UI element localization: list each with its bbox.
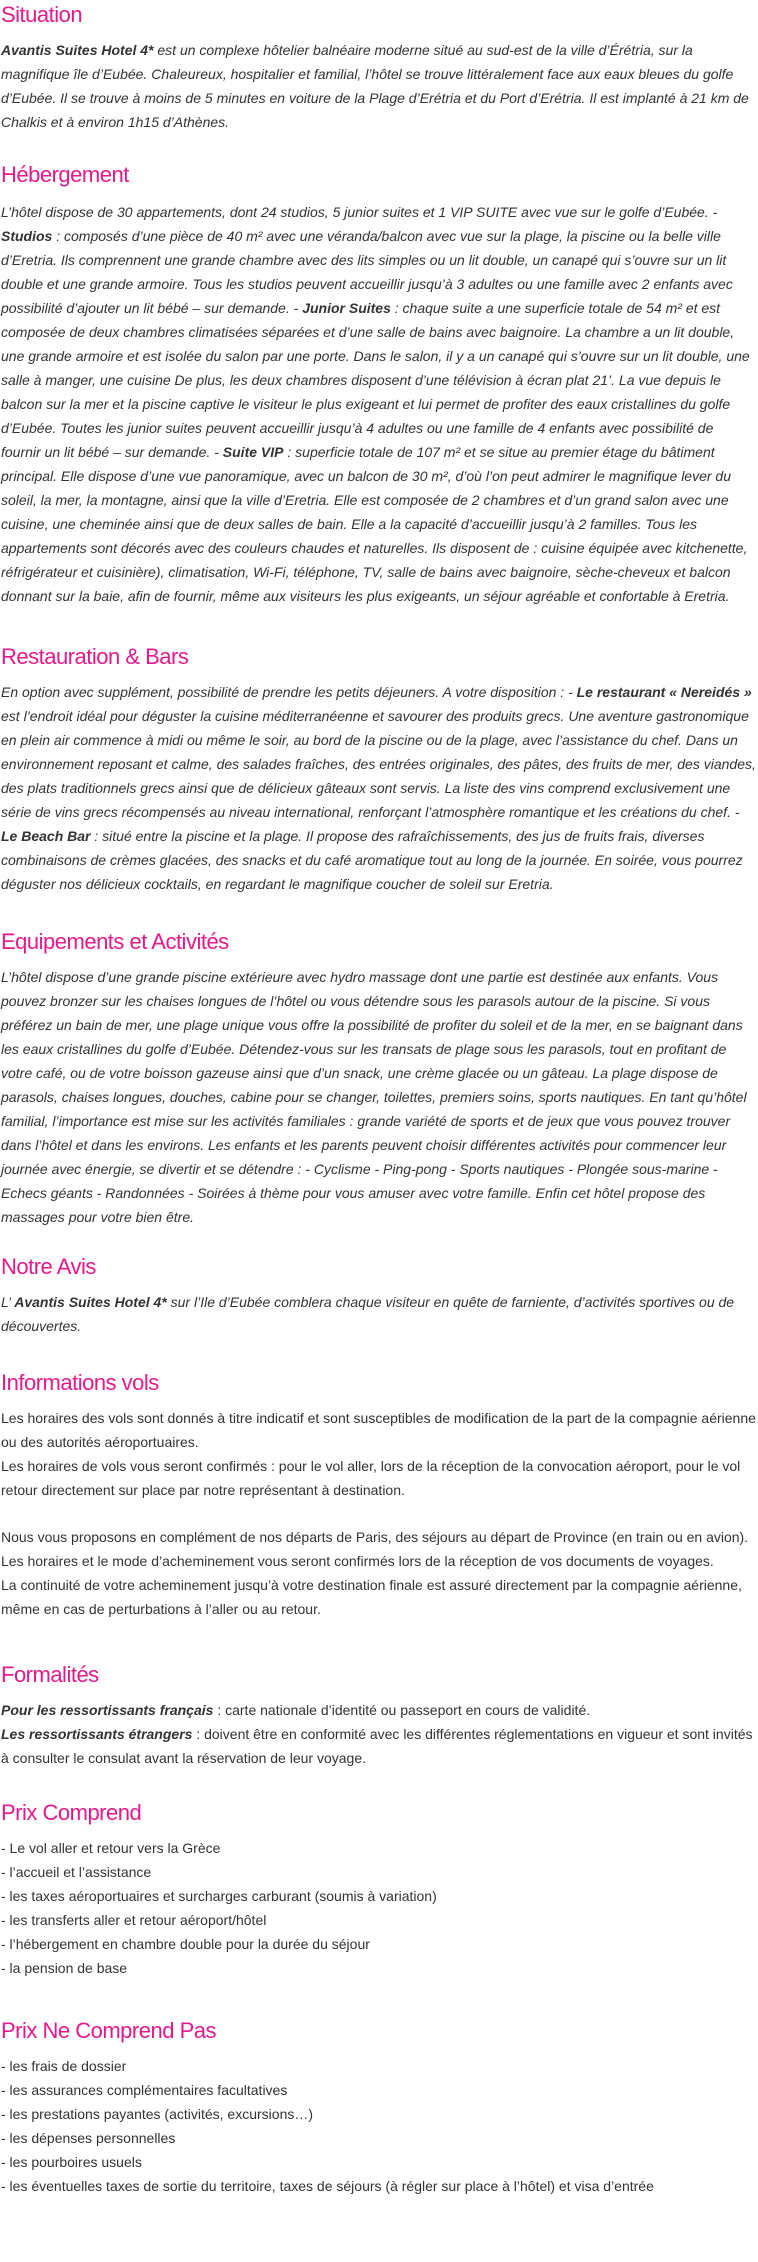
vols-paragraph: Les horaires et le mode d’acheminement vous seront confirmés lors de la réception de vos documents de voyages. — [1, 1553, 714, 1569]
formalites-heading: Formalités — [1, 1662, 99, 1687]
list-item: - les taxes aéroportuaires et surcharges carburant (soumis à variation) — [1, 1888, 437, 1904]
restauration-text: En option avec supplément, possibilité de prendre les petits déjeuners. A votre disposition : - Le restaurant « Nereidés » est l’endroit idéal pour déguster la cuisine méditerranéenne et savourer des produits grecs. Une aventure gastronomique en plein air commence à midi ou même le soir, au bord de la piscine ou de la plage, avec l’assistance du chef. Dans un environnement reposant et calme, des salades fraîches, des entrées originales, des pâtes, des fruits de mer, des viandes, des plats traditionnels grecs ainsi que de délicieux gâteaux sont servis. La liste des vins comprend exclusivement une série de vins grecs récompensés au niveau international, renforçant l’atmosphère romantique et les créations du chef. - Le Beach Bar : situé entre la piscine et la plage. Il propose des rafraîchissements, des jus de fruits frais, diverses combinaisons de crèmes glacées, des snacks et du café aromatique tout au long de la journée. En soirée, vous pourrez déguster nos délicieux cocktails, en regardant le magnifique coucher de soleil sur Eretria. — [1, 684, 756, 892]
list-item: - les pourboires usuels — [1, 2154, 142, 2170]
restauration-heading: Restauration & Bars — [1, 644, 189, 669]
hebergement-heading: Hébergement — [1, 162, 129, 187]
vols-section — [1, 1368, 756, 1660]
list-item: - Le vol aller et retour vers la Grèce — [1, 1840, 221, 1856]
formalites-section — [1, 1660, 756, 1798]
vols-paragraph: La continuité de votre acheminement jusqu’à votre destination finale est assuré directement par la compagnie aérienne, même en cas de perturbations à l’aller ou au retour. — [1, 1577, 742, 1617]
equipements-text: L’hôtel dispose d’une grande piscine extérieure avec hydro massage dont une partie est destinée aux enfants. Vous pouvez bronzer sur les chaises longues de l’hôtel ou vous détendre sous les parasols autour de la piscine. Si vous préférez un bain de mer, une plage unique vous offre la possibilité de profiter du soleil et de la mer, en se baignant dans les eaux cristallines du golfe d’Eubée. Détendez-vous sur les transats de plage sous les parasols, tout en profitant de votre café, ou de votre boisson gazeuse ainsi que d’un snack, une crème glacée ou un gâteau. La plage dispose de parasols, chaises longues, douches, cabine pour se changer, toilettes, premiers soins, sports nautiques. En tant qu’hôtel familial, l’importance est mise sur les activités familiales : grande variété de sports et de jeux que vous pouvez trouver dans l’hôtel et dans les environs. Les enfants et les parents peuvent choisir différentes activités pour commencer leur journée avec énergie, se divertir et se détendre : - Cyclisme - Ping-pong - Sports nautiques - Plongée sous-marine - Echecs géants - Randonnées - Soirées à thème pour vous amuser avec votre famille. Enfin cet hôtel propose des massages pour votre bien être. — [1, 969, 747, 1225]
formalites-text — [1, 1698, 756, 1770]
foreign-label: Les ressortissants étrangers — [1, 1726, 193, 1742]
equipements-section — [1, 927, 756, 1252]
studios-label: Studios — [1, 228, 53, 244]
vols-paragraph: Les horaires de vols vous seront confirmés : pour le vol aller, lors de la réception de la convocation aéroport, pour le vol retour directement sur place par notre représentant à destination. — [1, 1458, 741, 1498]
avis-text: L’ Avantis Suites Hotel 4* sur l’Ile d’Eubée comblera chaque visiteur en quête de farniente, d’activités sportives ou de découvertes. — [1, 1294, 735, 1334]
hebergement-section — [1, 160, 756, 642]
beach-bar-label: Le Beach Bar — [1, 828, 91, 844]
prix-ne-comprend-pas-list — [1, 2054, 756, 2198]
prix-comprend-heading: Prix Comprend — [1, 1800, 142, 1825]
situation-section — [1, 0, 756, 160]
list-item: - les transferts aller et retour aéroport/hôtel — [1, 1912, 267, 1928]
list-item: - l’hébergement en chambre double pour la durée du séjour — [1, 1936, 370, 1952]
hebergement-text: L’hôtel dispose de 30 appartements, dont 24 studios, 5 junior suites et 1 VIP SUITE avec vue sur le golfe d’Eubée. - Studios : composés d’une pièce de 40 m² avec une véranda/balcon avec vue sur la plage, la piscine ou la belle ville d’Eretria. Ils comprennent une grande chambre avec des lits simples ou un lit double, un canapé qui s’ouvre sur un lit double et une grande armoire. Tous les studios peuvent accueillir jusqu’à 3 adultes ou une famille avec 2 enfants avec possibilité d’ajouter un lit bébé – sur demande. - Junior Suites : chaque suite a une superficie totale de 54 m² et est composée de deux chambres climatisées séparées et d’une salle de bains avec baignoire. La chambre a un lit double, une grande armoire et est isolée du salon par une porte. Dans le salon, il y a un canapé qui s’ouvre sur un lit double, une salle à manger, une cuisine De plus, les deux chambres disposent d’une télévision à écran plat 21’. La vue depuis le balcon sur la mer et la piscine captive le visiteur le plus exigeant et lui permet de profiter des eaux cristallines du golfe d’Eubée. Toutes les junior suites peuvent accueillir jusqu’à 4 adultes ou une famille de 4 enfants avec possibilité de fournir un lit bébé – sur demande. - Suite VIP : superficie totale de 107 m² et se situe au premier étage du bâtiment principal. Elle dispose d’une vue panoramique, avec un balcon de 30 m², d’où l’on peut admirer le magnifique lever du soleil, la mer, la montagne, ainsi que la ville d’Eretria. Elle est composée de 2 chambres et d’un grand salon avec une cuisine, une cheminée ainsi que de deux salles de bain. Elle a la capacité d’accueillir jusqu’à 2 familles. Tous les appartements sont décorés avec des couleurs chaudes et naturelles. Ils disposent de : cuisine équipée avec kitchenette, réfrigérateur et cuisinière), climatisation, Wi-Fi, téléphone, TV, salle de bains avec baignoire, sèche-cheveux et balcon donnant sur la baie, afin de fournir, même aux visiteurs les plus exigeants, un séjour agréable et confortable à Eretria. — [1, 204, 750, 604]
french-label: Pour les ressortissants français — [1, 1702, 214, 1718]
vols-paragraph: Les horaires des vols sont donnés à titre indicatif et sont susceptibles de modification de la part de la compagnie aérienne ou des autorités aéroportuaires. — [1, 1410, 756, 1450]
suite-vip-label: Suite VIP — [222, 444, 284, 460]
prix-comprend-section — [1, 1798, 756, 2016]
prix-ne-comprend-pas-heading: Prix Ne Comprend Pas — [1, 2018, 216, 2043]
prix-ne-comprend-pas-section — [1, 2016, 756, 2208]
formalites-foreign: Les ressortissants étrangers : doivent être en conformité avec les différentes réglementations en vigueur et sont invités à consulter le consulat avant la réservation de leur voyage. — [1, 1726, 753, 1766]
restaurant-label: Le restaurant « Nereidés » — [576, 684, 752, 700]
situation-heading: Situation — [1, 2, 83, 27]
equipements-heading: Equipements et Activités — [1, 929, 229, 954]
junior-suites-label: Junior Suites — [302, 300, 391, 316]
situation-text: Avantis Suites Hotel 4* est un complexe hôtelier balnéaire moderne situé au sud-est de la ville d’Érétria, sur la magnifique île d’Eubée. Chaleureux, hospitalier et familial, l’hôtel se trouve littéralement face aux eaux bleues du golfe d’Eubée. Il se trouve à moins de 5 minutes en voiture de la Plage d’Erétria et du Port d’Erétria. Il est implanté à 21 km de Chalkis et à environ 1h15 d’Athènes. — [1, 42, 749, 130]
list-item: - l’accueil et l’assistance — [1, 1864, 152, 1880]
formalites-french: Pour les ressortissants français : carte nationale d’identité ou passeport en cours de validité. — [1, 1702, 591, 1718]
vols-text — [1, 1406, 756, 1621]
hotel-name: Avantis Suites Hotel 4* — [14, 1294, 167, 1310]
avis-heading: Notre Avis — [1, 1254, 96, 1279]
vols-heading: Informations vols — [1, 1370, 159, 1395]
list-item: - les éventuelles taxes de sortie du territoire, taxes de séjours (à régler sur place à l’hôtel) et visa d’entrée — [1, 2178, 654, 2194]
list-item: - les frais de dossier — [1, 2058, 127, 2074]
prix-comprend-list — [1, 1836, 756, 1980]
restauration-section — [1, 642, 756, 927]
list-item: - les dépenses personnelles — [1, 2130, 176, 2146]
avis-section — [1, 1252, 756, 1368]
list-item: - la pension de base — [1, 1960, 128, 1976]
spacer — [1, 1502, 756, 1525]
list-item: - les assurances complémentaires facultatives — [1, 2082, 288, 2098]
hotel-name: Avantis Suites Hotel 4* — [1, 42, 154, 58]
vols-paragraph: Nous vous proposons en complément de nos départs de Paris, des séjours au départ de Province (en train ou en avion). — [1, 1529, 749, 1545]
list-item: - les prestations payantes (activités, excursions…) — [1, 2106, 314, 2122]
